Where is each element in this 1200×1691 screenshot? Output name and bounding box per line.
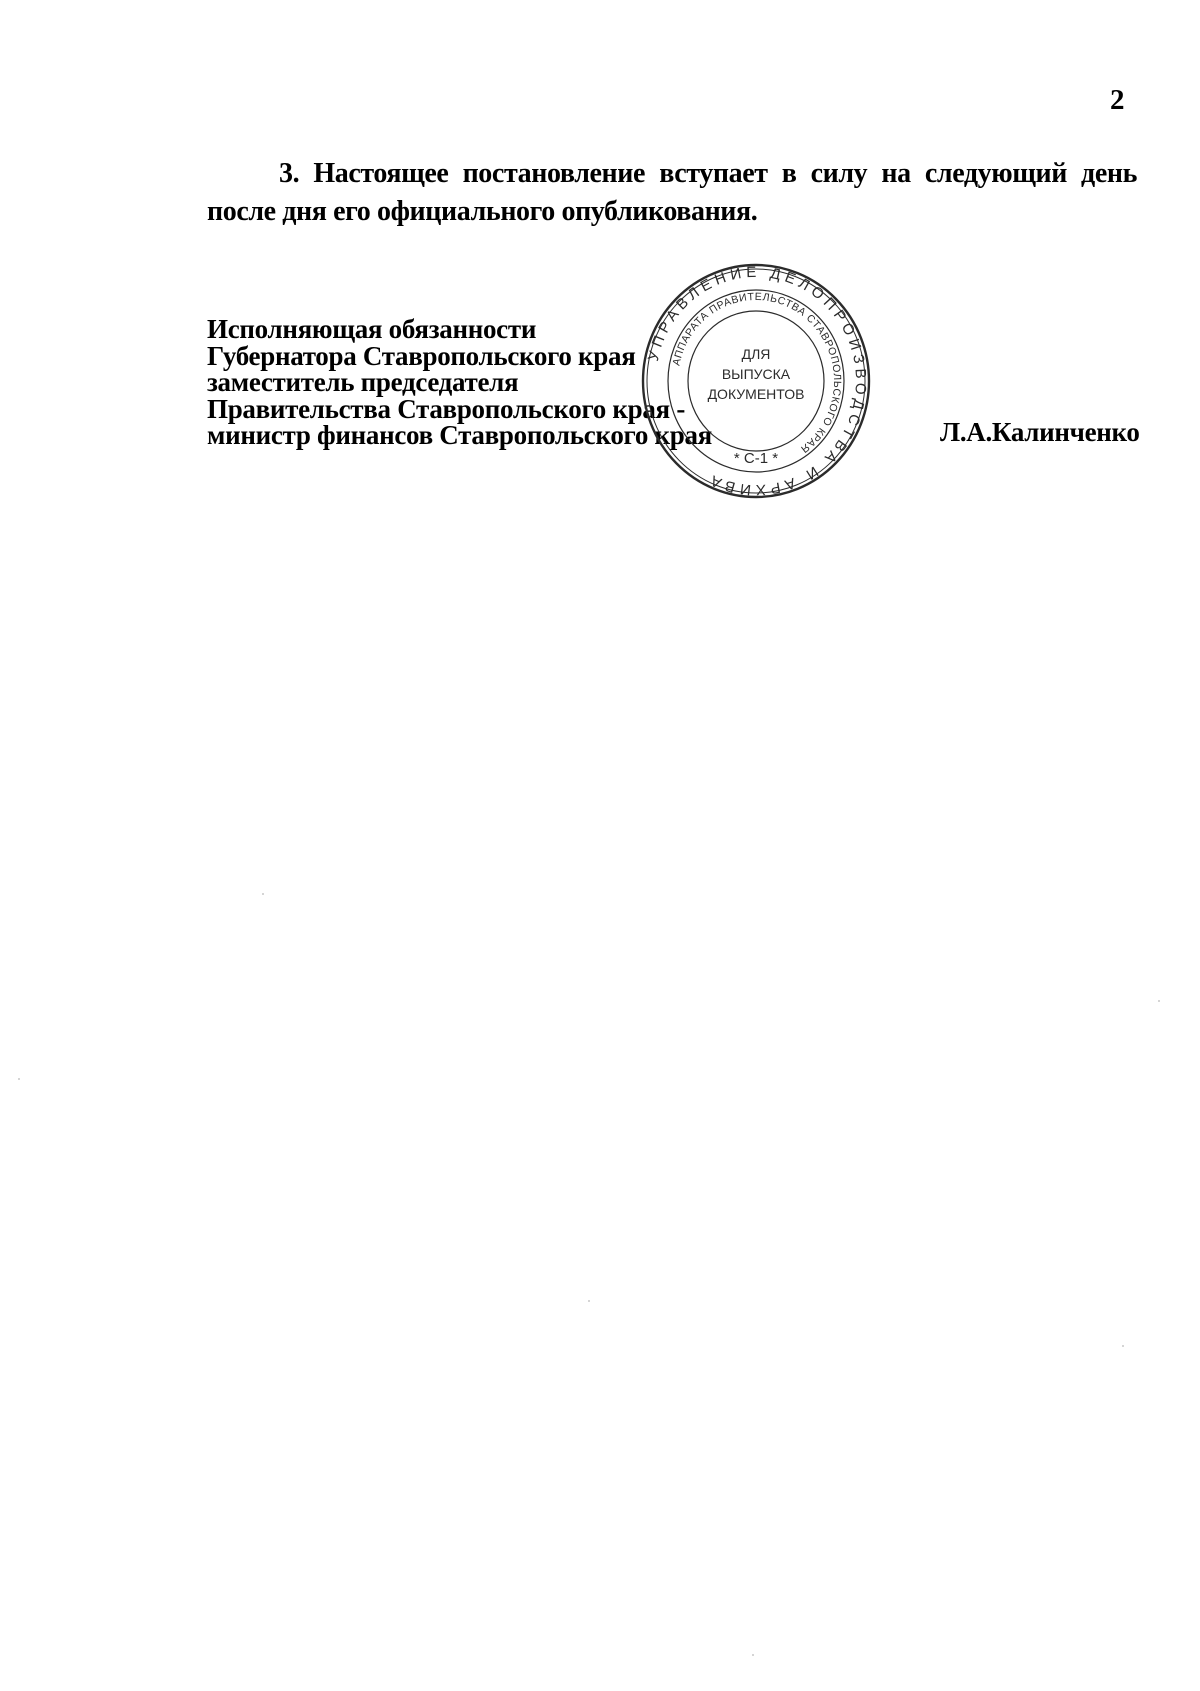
stamp-seal-icon [641, 263, 871, 499]
signatory-position-line: министр финансов Ставропольского края [207, 420, 712, 450]
stamp-center-line: ДОКУМЕНТОВ [707, 386, 805, 402]
stamp-code: * С-1 * [733, 450, 779, 467]
page-number: 2 [1110, 84, 1125, 116]
stamp-center-line: ДЛЯ [741, 346, 771, 362]
scan-speck [1158, 1000, 1160, 1002]
scan-speck [752, 1654, 754, 1656]
stamp-center-line: ВЫПУСКА [721, 366, 791, 382]
scan-speck [18, 1078, 20, 1080]
body-paragraph: 3. Настоящее постановление вступает в силу на следующий день после дня его официального опубликования. [207, 158, 1137, 227]
scan-speck [1122, 1345, 1124, 1347]
signatory-position-line: Губернатора Ставропольского края [207, 340, 636, 371]
official-stamp [641, 263, 871, 499]
signatory-position-line: Исполняющая обязанности [207, 314, 537, 344]
signatory-position-line: Правительства Ставропольского края - [207, 393, 686, 424]
scan-speck [588, 1300, 590, 1302]
signatory-position-line: заместитель председателя [207, 367, 519, 397]
stamp-inner-text: АППАРАТА ПРАВИТЕЛЬСТВА СТАВРОПОЛЬСКОГО КРАЯ [670, 290, 844, 456]
stamp-outer-text: УПРАВЛЕНИЕ ДЕЛОПРОИЗВОДСТВА И АРХИВА [644, 263, 870, 499]
signer-name: Л.А.Калинченко [940, 417, 1140, 447]
scan-speck [262, 893, 264, 895]
